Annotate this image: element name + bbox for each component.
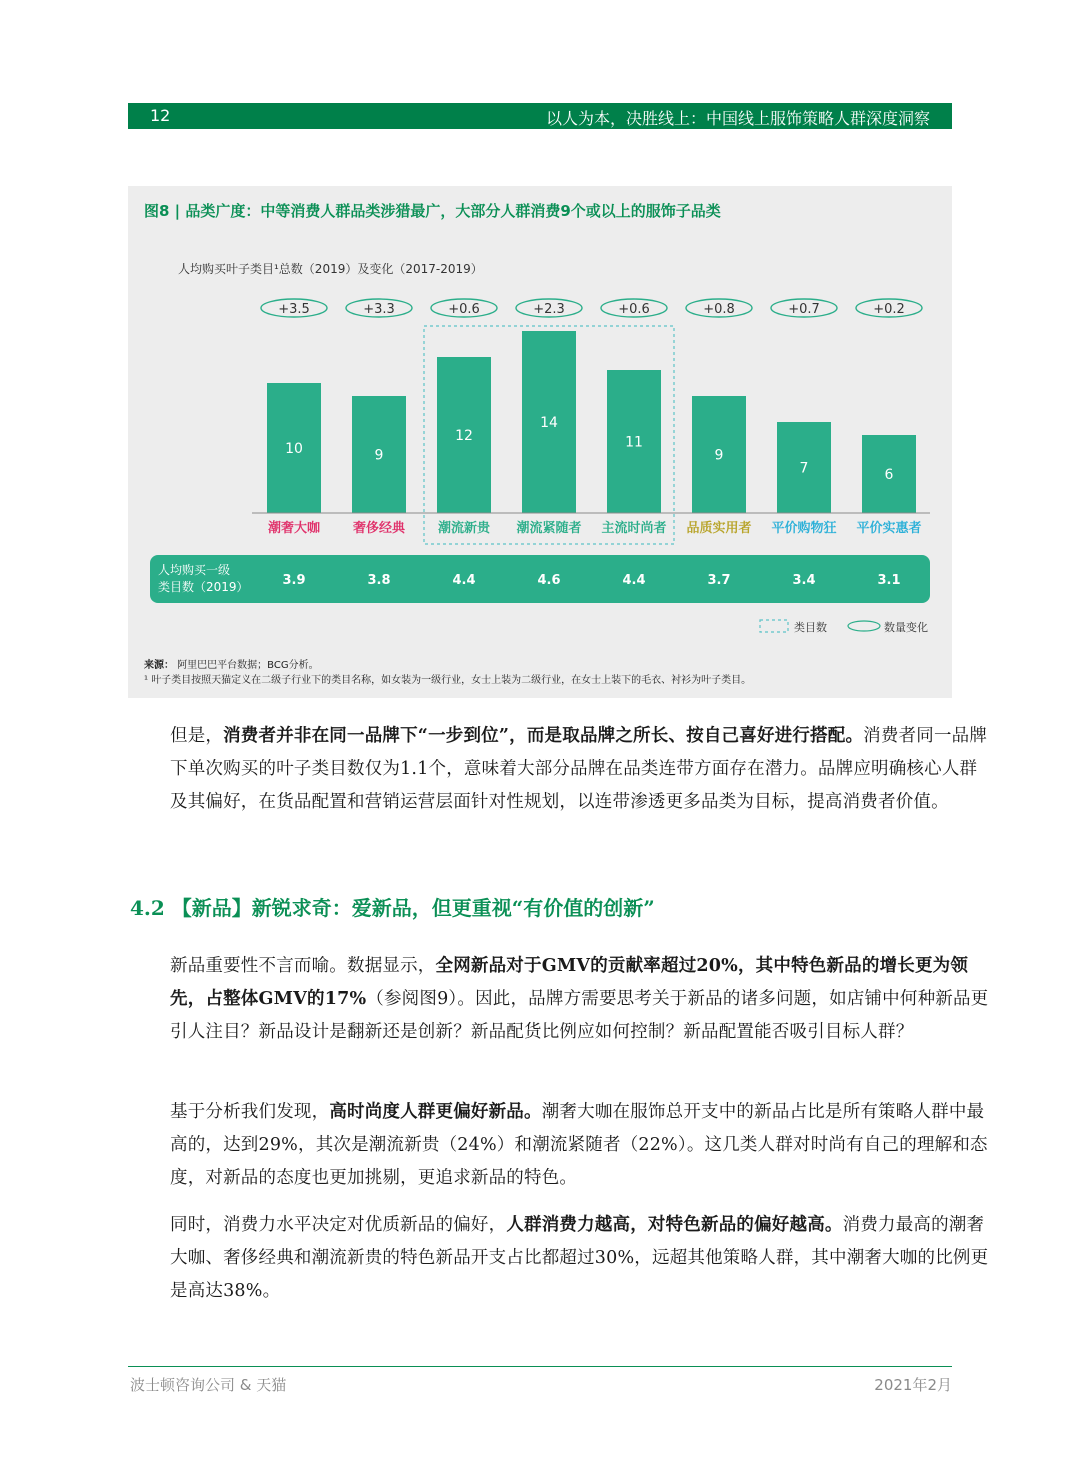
category-label: 奢侈经典 — [352, 521, 406, 536]
page-number: 12 — [150, 106, 171, 125]
page-header-bar — [128, 103, 952, 129]
para1-segment: 消费者同一品牌下单次购买的叶子类目数仅为1.1个，意味着大部分品牌在品类连带方面存在潜力。品牌应明确核心人群及其偏好，在货品配置和营销运营层面针对性规划，以连带渗透更多品类为目标，提高消费者价值。 — [170, 726, 988, 812]
para2-segment: （参阅图9）。因此，品牌方需要思考关于新品的诸多问题，如店铺中何种新品更引人注目？新品设计是翻新还是创新？新品配货比例应如何控制？新品配置能否吸引目标人群？ — [170, 989, 989, 1042]
paragraph-2 — [130, 950, 992, 1049]
level1-count: 4.4 — [452, 573, 476, 588]
bar-chart — [128, 186, 952, 656]
paragraph-1 — [130, 720, 992, 819]
category-label: 潮流紧随者 — [516, 521, 582, 536]
level1-count: 3.9 — [282, 573, 306, 588]
level1-count: 3.7 — [707, 573, 731, 588]
category-label: 潮流新贵 — [437, 521, 491, 536]
category-label: 平价购物狂 — [771, 521, 837, 536]
source-text: 阿里巴巴平台数据；BCG分析。 — [177, 660, 319, 671]
bar-value-label: 9 — [714, 447, 724, 464]
para4-segment: 人群消费力越高，对特色新品的偏好越高。 — [506, 1215, 843, 1235]
level1-count: 3.1 — [877, 573, 901, 588]
bar-value-label: 12 — [455, 428, 473, 444]
section-heading: 4.2 【新品】新锐求奇：爱新品，但更重视“有价值的创新” — [130, 896, 655, 920]
change-label: +0.6 — [448, 302, 480, 317]
footer-date: 2021年2月 — [874, 1376, 952, 1394]
bar-value-label: 11 — [625, 434, 643, 451]
bar-value-label: 9 — [374, 447, 384, 464]
para3-segment: 高时尚度人群更偏好新品。 — [329, 1102, 542, 1122]
para2-segment: 新品重要性不言而喻。数据显示， — [170, 956, 436, 976]
change-label: +3.3 — [363, 302, 395, 317]
category-label: 平价实惠者 — [856, 521, 922, 536]
figure-title: 图8 | 品类广度：中等消费人群品类涉猎最广，大部分人群消费9个或以上的服饰子品类 — [144, 202, 721, 220]
change-label: +2.3 — [533, 302, 565, 317]
para4-segment: 消费力最高的潮奢大咖、奢侈经典和潮流新贵的特色新品开支占比都超过30%，远超其他策略人群，其中潮奢大咖的比例更是高达38%。 — [170, 1215, 989, 1301]
para4-segment: 同时，消费力水平决定对优质新品的偏好， — [170, 1215, 507, 1235]
figure-source — [144, 656, 319, 671]
report-title: 以人为本，决胜线上：中国线上服饰策略人群深度洞察 — [545, 109, 930, 128]
legend-ellipse-label: 数量变化 — [884, 621, 928, 634]
para3-segment: 潮奢大咖在服饰总开支中的新品占比是所有策略人群中最高的，达到29%，其次是潮流新贵（24%）和潮流紧随者（22%）。这几类人群对时尚有自己的理解和态度，对新品的态度也更加挑剔，更追求新品的特色。 — [170, 1102, 988, 1188]
level1-count: 4.4 — [622, 573, 646, 588]
bar-value-label: 10 — [285, 441, 303, 457]
category-label: 品质实用者 — [686, 521, 752, 536]
figure-footnote: ¹ 叶子类目按照天猫定义在二级子行业下的类目名称，如女装为一级行业，女士上装为二级行业，在女士上装下的毛衣、衬衫为叶子类目。 — [144, 675, 752, 686]
para1-segment: 消费者并非在同一品牌下“一步到位”，而是取品牌之所长、按自己喜好进行搭配。 — [223, 726, 864, 746]
bar-value-label: 6 — [884, 467, 894, 483]
bar-value-label: 14 — [540, 415, 558, 431]
category-label: 主流时尚者 — [601, 521, 667, 536]
change-label: +0.2 — [873, 302, 905, 317]
legend-box-label: 类目数 — [794, 621, 827, 634]
bar-value-label: 7 — [799, 460, 809, 477]
legend-ellipse-icon — [848, 621, 880, 631]
level1-count: 3.4 — [792, 573, 816, 588]
change-label: +0.7 — [788, 302, 820, 317]
figure-subtitle: 人均购买叶子类目¹总数（2019）及变化（2017-2019） — [178, 262, 483, 276]
change-label: +0.6 — [618, 302, 650, 317]
para2-segment: 全网新品对于GMV的贡献率超过20%，其中特色新品的增长更为领先，占整体GMV的17% — [170, 956, 969, 1009]
footer-divider — [128, 1366, 952, 1367]
category-label: 潮奢大咖 — [267, 521, 321, 536]
level1-count: 4.6 — [537, 573, 561, 588]
paragraph-3 — [130, 1096, 992, 1195]
legend-box-icon — [760, 620, 788, 632]
change-label: +3.5 — [278, 302, 310, 317]
figure-8 — [128, 186, 952, 698]
paragraph-4 — [130, 1209, 992, 1308]
para1-segment: 但是， — [170, 726, 224, 746]
footer-publisher: 波士顿咨询公司 & 天猫 — [130, 1376, 287, 1394]
change-label: +0.8 — [703, 302, 735, 317]
para3-segment: 基于分析我们发现， — [170, 1102, 330, 1122]
row-label: 人均购买一级 — [158, 563, 231, 577]
row-label: 类目数（2019） — [158, 580, 249, 594]
source-label: 来源： — [144, 660, 174, 671]
level1-count: 3.8 — [367, 573, 391, 588]
